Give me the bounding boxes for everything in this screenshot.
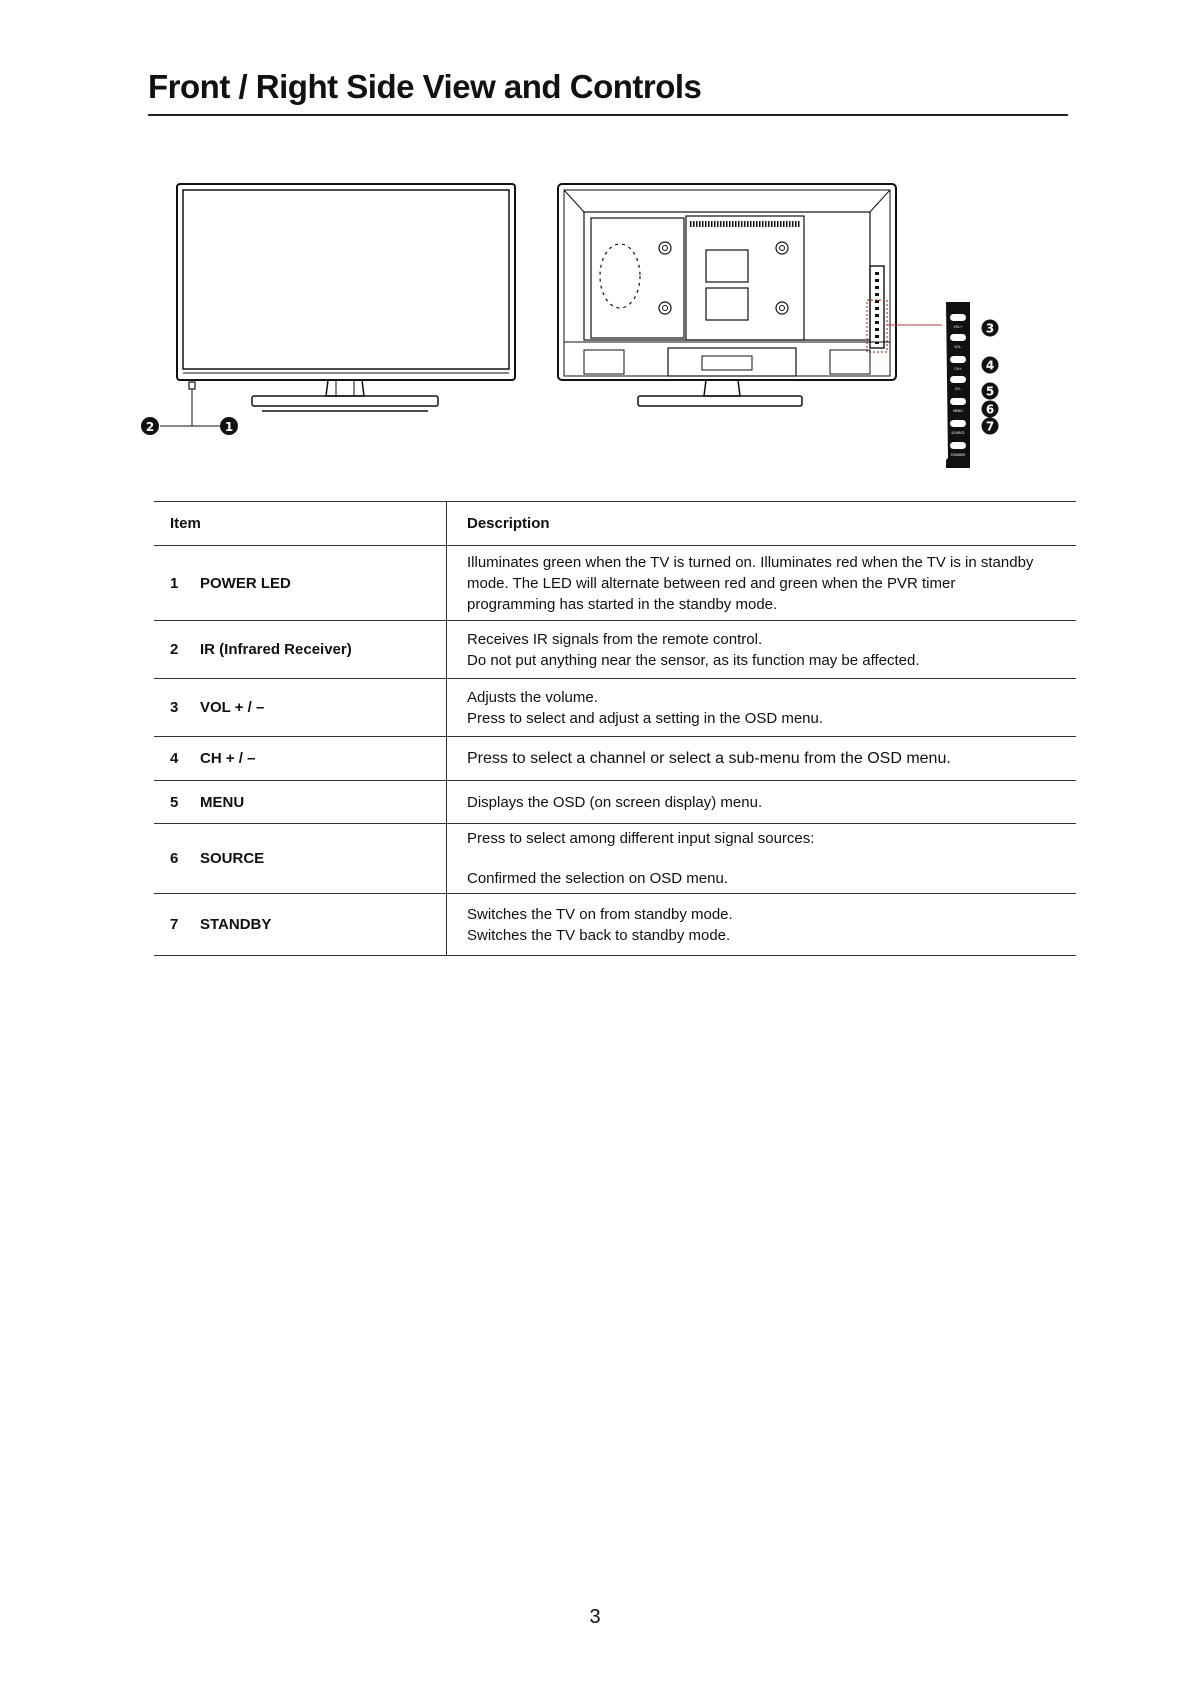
table-row — [154, 679, 1076, 737]
description-cell — [447, 824, 1077, 894]
svg-text:5: 5 — [985, 384, 995, 399]
description-line: Press to select among different input signal sources: — [467, 830, 815, 847]
table-row — [154, 824, 1076, 894]
callout-6-badge — [982, 401, 999, 418]
item-cell — [154, 679, 447, 737]
front-view-tv — [160, 184, 515, 426]
tv-diagram-svg — [140, 170, 1080, 480]
standby-key — [950, 442, 966, 449]
callout-1-badge — [220, 417, 238, 435]
item-cell — [154, 546, 447, 621]
source-key-label: SOURCE — [951, 431, 965, 435]
item-number: 6 — [170, 850, 179, 867]
vol-plus-key — [950, 314, 966, 321]
item-cell — [154, 737, 447, 781]
item-cell — [154, 621, 447, 679]
item-number: 7 — [170, 916, 179, 933]
page-number: 3 — [589, 1606, 601, 1628]
description-line: Press to select and adjust a setting in the OSD menu. — [467, 709, 824, 727]
item-number: 4 — [170, 750, 179, 767]
ch-minus-key — [950, 376, 966, 383]
item-name: MENU — [200, 793, 245, 811]
source-key — [950, 420, 966, 427]
menu-key — [950, 398, 966, 405]
vol-minus-key — [950, 334, 966, 341]
description-cell — [447, 781, 1077, 824]
description-line: Switches the TV on from standby mode. — [467, 905, 733, 923]
rear-view-tv — [558, 184, 896, 406]
item-name: STANDBY — [200, 916, 272, 933]
description-cell — [447, 737, 1077, 781]
description-cell — [447, 546, 1077, 621]
description-line: programming has started in the standby mode. — [467, 595, 778, 613]
item-name: CH + / – — [200, 750, 256, 767]
item-name: IR (Infrared Receiver) — [200, 641, 352, 658]
item-cell — [154, 781, 447, 824]
svg-text:1: 1 — [224, 420, 234, 434]
page-title: Front / Right Side View and Controls — [148, 68, 702, 105]
description-line: mode. The LED will alternate between red and green when the PVR timer — [467, 574, 956, 592]
description-cell — [447, 894, 1077, 956]
title-underline — [148, 114, 1068, 116]
side-control-panel — [946, 302, 970, 468]
description-line: Displays the OSD (on screen display) menu. — [467, 793, 763, 811]
description-line: Receives IR signals from the remote control. — [467, 630, 763, 648]
callout-7-badge — [982, 418, 999, 435]
description-line: Press to select a channel or select a sub-menu from the OSD menu. — [467, 750, 951, 767]
vol-plus-key-label: VOL+ — [953, 325, 963, 329]
item-name: VOL + / – — [200, 699, 265, 716]
table-row — [154, 894, 1076, 956]
menu-key-label: MENU — [953, 409, 963, 413]
ch-plus-key — [950, 356, 966, 363]
table-row — [154, 546, 1076, 621]
callout-3-badge — [982, 320, 999, 337]
item-name: SOURCE — [200, 850, 265, 867]
callout-2-badge — [141, 417, 159, 435]
item-name: POWER LED — [200, 574, 291, 592]
description-line: Confirmed the selection on OSD menu. — [467, 870, 728, 887]
callout-4-badge — [982, 357, 999, 374]
item-number: 1 — [170, 574, 179, 592]
item-cell — [154, 824, 447, 894]
description-cell — [447, 679, 1077, 737]
description-line: Do not put anything near the sensor, as its function may be affected. — [467, 651, 920, 669]
vol-minus-key-label: VOL- — [954, 345, 962, 349]
item-number: 2 — [170, 641, 179, 658]
callout-5-badge — [982, 383, 999, 400]
svg-text:7: 7 — [985, 419, 995, 434]
description-line: Illuminates green when the TV is turned on. Illuminates red when the TV is in standby — [467, 553, 1034, 571]
controls-table — [154, 501, 1076, 956]
description-column-header: Description — [467, 515, 550, 532]
description-line: Switches the TV back to standby mode. — [467, 926, 731, 944]
svg-text:2: 2 — [145, 420, 155, 434]
table-row — [154, 737, 1076, 781]
item-cell — [154, 894, 447, 956]
tv-illustration — [140, 170, 1080, 480]
table-row — [154, 621, 1076, 679]
item-column-header: Item — [154, 502, 447, 546]
ch-plus-key-label: CH+ — [954, 367, 962, 371]
description-cell — [447, 621, 1077, 679]
table-header-row — [154, 502, 1076, 546]
svg-text:6: 6 — [985, 402, 995, 417]
description-line: Adjusts the volume. — [467, 688, 598, 706]
ch-minus-key-label: CH- — [955, 387, 961, 391]
standby-key-label: STANDBY — [950, 453, 966, 457]
svg-text:4: 4 — [985, 358, 995, 373]
table-row — [154, 781, 1076, 824]
description-spacer — [467, 849, 1064, 868]
item-number: 3 — [170, 699, 179, 716]
item-number: 5 — [170, 793, 179, 811]
svg-text:3: 3 — [985, 321, 995, 336]
